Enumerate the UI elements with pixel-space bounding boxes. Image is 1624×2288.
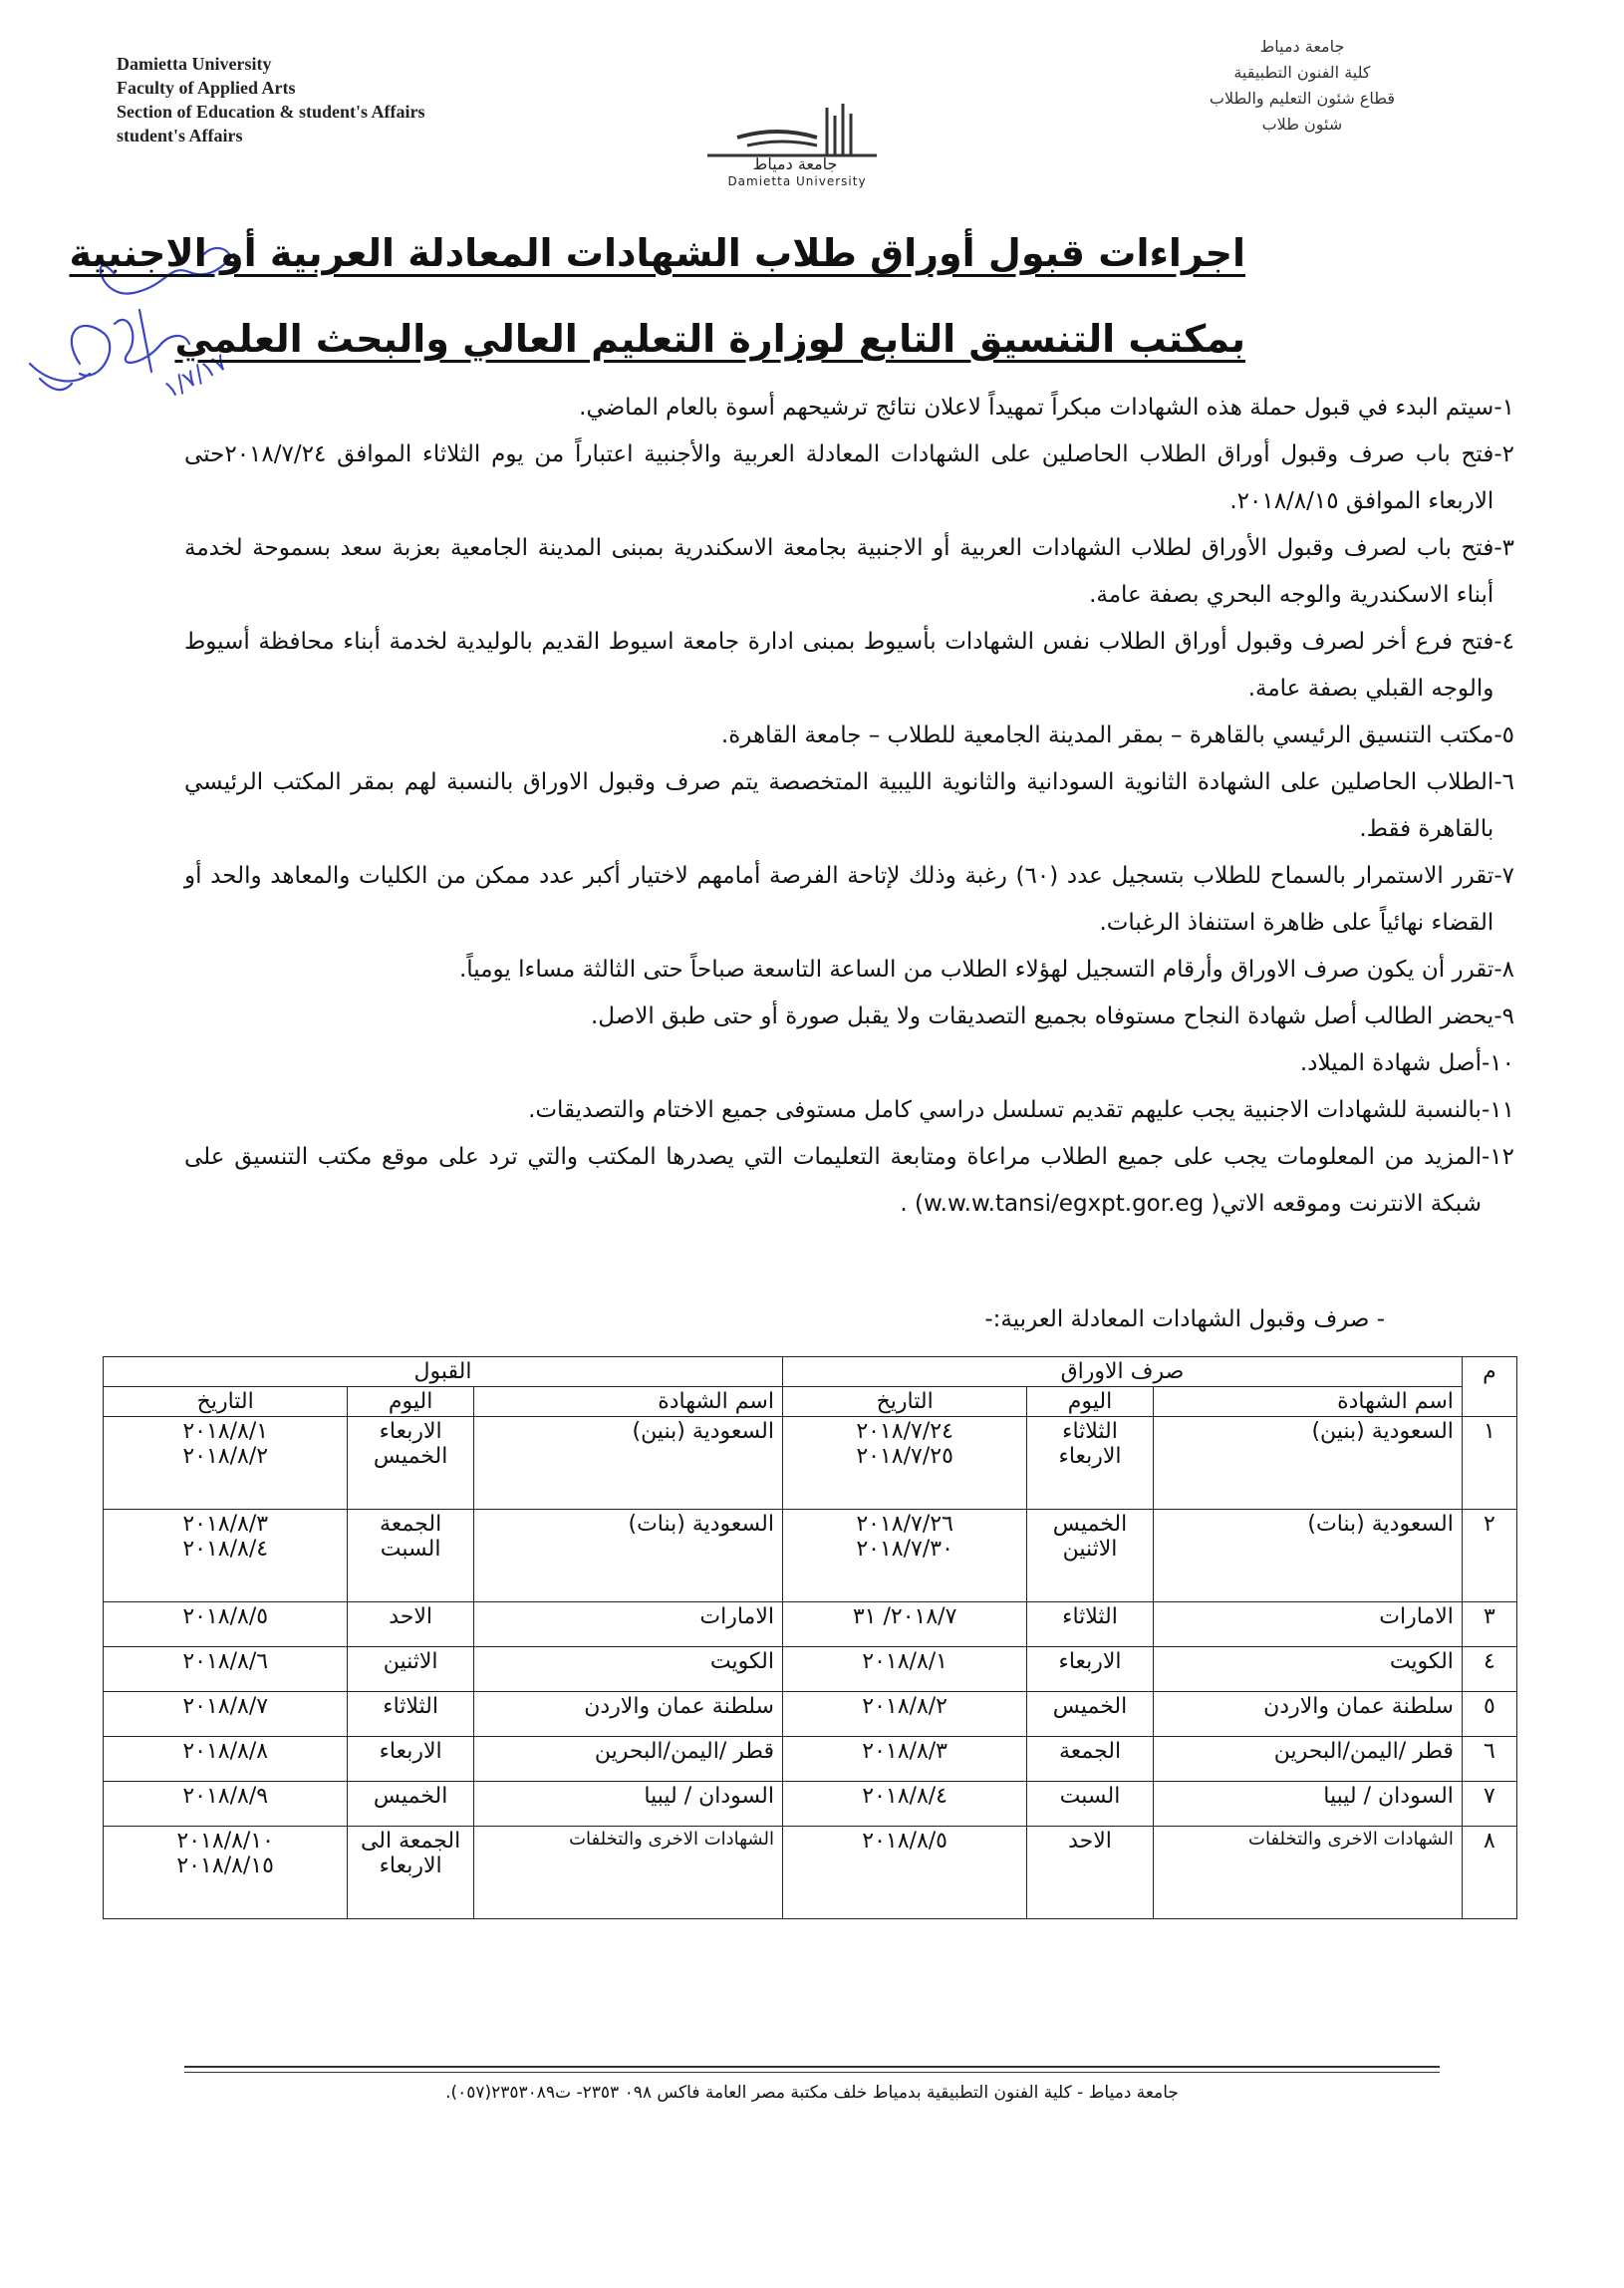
accept-day-cell [348, 1417, 473, 1510]
accept-date-cell-line: ٢٠١٨/٨/١٠ [176, 1829, 274, 1854]
table-row [104, 1737, 1517, 1782]
item-number: ١١- [1481, 1097, 1514, 1123]
col-header-date-issue: التاريخ [782, 1387, 1026, 1417]
accept-day-cell-line: الاحد [389, 1604, 433, 1629]
accept-day-cell [348, 1737, 473, 1782]
accept-day-cell-line: الاثنين [383, 1649, 438, 1674]
faculty-name-en: Faculty of Applied Arts [117, 78, 296, 98]
list-item [184, 759, 1514, 853]
issue-date-cell [782, 1417, 1026, 1510]
arabic-letterhead [1210, 34, 1395, 138]
issue-date-cell [782, 1737, 1026, 1782]
accept-date-cell-line: ٢٠١٨/٨/٤ [182, 1537, 269, 1562]
item-number: ٨- [1493, 957, 1514, 983]
department-name-ar: شئون طلاب [1261, 115, 1343, 134]
english-letterhead [117, 52, 425, 147]
table-row [104, 1510, 1517, 1602]
issue-cert-name-cell: السعودية (بنين) [1153, 1417, 1462, 1510]
issue-date-cell [782, 1692, 1026, 1737]
item-number: ٩- [1493, 1003, 1514, 1029]
issue-date-cell-line: ٢٠١٨/٧/٣٠ [856, 1537, 953, 1562]
accept-day-cell-line: الخميس [373, 1444, 448, 1469]
accept-date-cell-line: ٢٠١٨/٨/٢ [182, 1444, 269, 1469]
procedure-list [184, 385, 1514, 1228]
issue-day-cell-line: الجمعة [1058, 1739, 1122, 1764]
col-header-date-accept: التاريخ [104, 1387, 348, 1417]
footer-divider [184, 2066, 1440, 2068]
accept-day-cell [348, 1827, 473, 1919]
issue-day-cell-line: الاثنين [1062, 1537, 1118, 1562]
document-title-line-2: بمكتب التنسيق التابع لوزارة التعليم العالي والبحث العلمي [174, 317, 1245, 361]
accept-cert-name-cell: السودان / ليبيا [473, 1782, 782, 1827]
university-name-en: Damietta University [117, 54, 272, 74]
item-number: ٦- [1493, 769, 1514, 795]
issue-day-cell [1027, 1692, 1153, 1737]
row-number-cell: ١ [1462, 1417, 1516, 1510]
issue-date-cell [782, 1827, 1026, 1919]
item-number: ٥- [1493, 722, 1514, 748]
issue-date-cell [782, 1602, 1026, 1647]
issue-cert-name-cell: الكويت [1153, 1647, 1462, 1692]
issue-date-cell [782, 1782, 1026, 1827]
table-row [104, 1602, 1517, 1647]
accept-date-cell-line: ٢٠١٨/٨/٧ [182, 1694, 269, 1719]
accept-date-cell-line: ٢٠١٨/٨/١ [182, 1419, 269, 1444]
issue-date-cell-line: ٢٠١٨/٨/٥ [862, 1829, 947, 1854]
issue-day-cell-line: الاربعاء [1058, 1444, 1122, 1469]
accept-date-cell [104, 1827, 348, 1919]
accept-day-cell-line: الاربعاء [379, 1854, 442, 1878]
issue-date-cell-line: ٢٠١٨/٨/٢ [862, 1694, 947, 1719]
schedule-table-body [104, 1417, 1517, 1919]
accept-date-cell-line: ٢٠١٨/٨/٩ [182, 1784, 269, 1809]
list-item [184, 1087, 1514, 1134]
issue-day-cell-line: الخميس [1052, 1512, 1128, 1537]
signature-date: ١/٧/١٧ [158, 347, 232, 405]
accept-day-cell-line: الجمعة الى [360, 1829, 461, 1854]
accept-date-cell [104, 1602, 348, 1647]
col-header-m: م [1462, 1357, 1516, 1417]
accept-cert-name-cell: الشهادات الاخرى والتخلفات [473, 1827, 782, 1919]
issue-cert-name-cell: الشهادات الاخرى والتخلفات [1153, 1827, 1462, 1919]
accept-cert-name-cell: سلطنة عمان والاردن [473, 1692, 782, 1737]
accept-date-cell [104, 1782, 348, 1827]
list-item [184, 994, 1514, 1040]
accept-cert-name-cell: قطر /اليمن/البحرين [473, 1737, 782, 1782]
item-text: فتح باب صرف وقبول أوراق الطلاب الحاصلين على الشهادات المعادلة العربية والأجنبية اعتباراً من يوم الثلاثاء الموافق ٢٠١٨/٧/٢٤حتى الاربعاء الموافق ٢٠١٨/٨/١٥. [184, 441, 1494, 514]
schedule-table [103, 1356, 1517, 1919]
accept-day-cell-line: الاربعاء [379, 1419, 442, 1444]
issue-date-cell-line: ٢٠١٨/٧/ ٣١ [852, 1604, 957, 1629]
issue-day-cell [1027, 1737, 1153, 1782]
accept-day-cell [348, 1782, 473, 1827]
group-header-accept: القبول [104, 1357, 783, 1387]
item-number: ٣- [1493, 535, 1514, 561]
issue-cert-name-cell: قطر /اليمن/البحرين [1153, 1737, 1462, 1782]
list-item [184, 947, 1514, 994]
logo-text-en: Damietta University [727, 174, 867, 188]
list-item [184, 853, 1514, 947]
footer-address: جامعة دمياط - كلية الفنون التطبيقية بدمياط خلف مكتبة مصر العامة فاكس ٠٩٨ ٢٣٥٣- ت٢٣٥٣٠٨٩(٠٥٧). [445, 2083, 1179, 2103]
issue-day-cell [1027, 1647, 1153, 1692]
issue-day-cell [1027, 1417, 1153, 1510]
issue-day-cell [1027, 1782, 1153, 1827]
issue-day-cell [1027, 1510, 1153, 1602]
table-subheading: - صرف وقبول الشهادات المعادلة العربية:- [984, 1306, 1385, 1332]
row-number-cell: ٥ [1462, 1692, 1516, 1737]
col-header-name-issue: اسم الشهادة [1153, 1387, 1462, 1417]
issue-date-cell-line: ٢٠١٨/٨/٤ [862, 1784, 947, 1809]
issue-date-cell [782, 1510, 1026, 1602]
accept-date-cell-line: ٢٠١٨/٨/٣ [182, 1512, 269, 1537]
item-text: مكتب التنسيق الرئيسي بالقاهرة – بمقر المدينة الجامعية للطلاب – جامعة القاهرة. [720, 722, 1494, 748]
list-item [184, 1040, 1514, 1087]
accept-date-cell-line: ٢٠١٨/٨/٥ [182, 1604, 269, 1629]
issue-cert-name-cell: السودان / ليبيا [1153, 1782, 1462, 1827]
accept-date-cell [104, 1417, 348, 1510]
issue-day-cell-line: الاحد [1068, 1829, 1112, 1854]
issue-cert-name-cell: السعودية (بنات) [1153, 1510, 1462, 1602]
item-text: تقرر أن يكون صرف الاوراق وأرقام التسجيل لهؤلاء الطلاب من الساعة التاسعة صباحاً حتى الثالثة مساءا يومياً. [458, 957, 1494, 983]
accept-day-cell-line: الخميس [373, 1784, 448, 1809]
issue-date-cell-line: ٢٠١٨/٧/٢٤ [856, 1419, 953, 1444]
row-number-cell: ٤ [1462, 1647, 1516, 1692]
list-item [184, 385, 1514, 431]
table-row [104, 1417, 1517, 1510]
accept-date-cell-line: ٢٠١٨/٨/٨ [182, 1739, 269, 1764]
item-number: ٤- [1493, 629, 1514, 655]
issue-date-cell-line: ٢٠١٨/٧/٢٦ [856, 1512, 953, 1537]
table-row [104, 1647, 1517, 1692]
accept-date-cell-line: ٢٠١٨/٨/١٥ [176, 1854, 274, 1878]
issue-day-cell-line: الخميس [1052, 1694, 1128, 1719]
table-row [104, 1827, 1517, 1919]
item-text: يحضر الطالب أصل شهادة النجاح مستوفاه بجميع التصديقات ولا يقبل صورة أو حتى طبق الاصل. [590, 1003, 1494, 1029]
col-header-day-accept: اليوم [348, 1387, 473, 1417]
issue-cert-name-cell: الامارات [1153, 1602, 1462, 1647]
document-title-line-1: اجراءات قبول أوراق طلاب الشهادات المعادلة العربية أو الاجنبية [69, 231, 1245, 275]
item-text: أصل شهادة الميلاد. [1299, 1050, 1482, 1076]
col-header-day-issue: اليوم [1027, 1387, 1153, 1417]
item-text: بالنسبة للشهادات الاجنبية يجب عليهم تقديم تسلسل دراسي كامل مستوفى جميع الاختام والتصديقات. [528, 1097, 1482, 1123]
issue-day-cell-line: السبت [1059, 1784, 1121, 1809]
footer-divider-inner [184, 2072, 1440, 2073]
issue-date-cell-line: ٢٠١٨/٨/١ [862, 1649, 947, 1674]
list-item [184, 431, 1514, 525]
item-number: ١٠- [1481, 1050, 1514, 1076]
item-number: ٢- [1493, 441, 1514, 467]
issue-day-cell [1027, 1827, 1153, 1919]
logo-text-ar: جامعة دمياط [752, 154, 838, 173]
university-logo [677, 100, 917, 189]
accept-date-cell [104, 1737, 348, 1782]
accept-cert-name-cell: الامارات [473, 1602, 782, 1647]
list-item [184, 1134, 1514, 1228]
accept-day-cell-line: الثلاثاء [383, 1694, 438, 1719]
accept-day-cell-line: السبت [380, 1537, 441, 1562]
item-text: المزيد من المعلومات يجب على جميع الطلاب مراعاة ومتابعة التعليمات التي يصدرها المكتب والتي ترد على موقع مكتب التنسيق على شبكة الانترنت وموقعه الاتي( w.w.w.tansi/egxpt.gor.eg) . [184, 1144, 1482, 1217]
section-name-ar: قطاع شئون التعليم والطلاب [1209, 89, 1395, 108]
issue-date-cell-line: ٢٠١٨/٧/٢٥ [856, 1444, 953, 1469]
accept-day-cell-line: الجمعة [380, 1512, 442, 1537]
issue-date-cell [782, 1647, 1026, 1692]
table-row [104, 1782, 1517, 1827]
item-text: فتح فرع أخر لصرف وقبول أوراق الطلاب نفس الشهادات بأسيوط بمبنى ادارة جامعة اسيوط القديم بالوليدية لخدمة أبناء محافظة أسيوط والوجه القبلي بصفة عامة. [184, 629, 1494, 702]
university-name-ar: جامعة دمياط [1259, 37, 1345, 56]
accept-day-cell [348, 1510, 473, 1602]
table-row [104, 1692, 1517, 1737]
list-item [184, 713, 1514, 759]
issue-cert-name-cell: سلطنة عمان والاردن [1153, 1692, 1462, 1737]
accept-cert-name-cell: السعودية (بنين) [473, 1417, 782, 1510]
list-item [184, 525, 1514, 619]
row-number-cell: ٢ [1462, 1510, 1516, 1602]
accept-day-cell-line: الاربعاء [379, 1739, 442, 1764]
item-number: ١- [1493, 395, 1514, 421]
item-number: ٧- [1493, 863, 1514, 889]
issue-day-cell [1027, 1602, 1153, 1647]
item-text: سيتم البدء في قبول حملة هذه الشهادات مبكراً تمهيداً لاعلان نتائج ترشيحهم أسوة بالعام الماضي. [579, 395, 1494, 421]
row-number-cell: ٦ [1462, 1737, 1516, 1782]
list-item [184, 619, 1514, 713]
row-number-cell: ٧ [1462, 1782, 1516, 1827]
accept-day-cell [348, 1647, 473, 1692]
issue-day-cell-line: الثلاثاء [1062, 1604, 1118, 1629]
section-name-en: Section of Education & student's Affairs [117, 102, 425, 122]
accept-date-cell-line: ٢٠١٨/٨/٦ [182, 1649, 269, 1674]
row-number-cell: ٨ [1462, 1827, 1516, 1919]
accept-day-cell [348, 1692, 473, 1737]
item-number: ١٢- [1481, 1144, 1514, 1170]
accept-date-cell [104, 1510, 348, 1602]
department-name-en: student's Affairs [117, 126, 243, 145]
item-text: فتح باب لصرف وقبول الأوراق لطلاب الشهادات العربية أو الاجنبية بجامعة الاسكندرية بمبنى المدينة الجامعية بعزبة سعد بسموحة لخدمة أبناء الاسكندرية والوجه البحري بصفة عامة. [184, 535, 1494, 608]
issue-day-cell-line: الثلاثاء [1062, 1419, 1118, 1444]
faculty-name-ar: كلية الفنون التطبيقية [1233, 63, 1371, 82]
item-text: تقرر الاستمرار بالسماح للطلاب بتسجيل عدد (٦٠) رغبة وذلك لإتاحة الفرصة أمامهم لاختيار أكبر عدد ممكن من الكليات والمعاهد والحد أو القضاء نهائياً على ظاهرة استنفاذ الرغبات. [184, 863, 1494, 936]
accept-cert-name-cell: الكويت [473, 1647, 782, 1692]
issue-date-cell-line: ٢٠١٨/٨/٣ [862, 1739, 947, 1764]
issue-day-cell-line: الاربعاء [1058, 1649, 1122, 1674]
col-header-name-accept: اسم الشهادة [473, 1387, 782, 1417]
accept-date-cell [104, 1692, 348, 1737]
group-header-issue: صرف الاوراق [782, 1357, 1462, 1387]
accept-cert-name-cell: السعودية (بنات) [473, 1510, 782, 1602]
row-number-cell: ٣ [1462, 1602, 1516, 1647]
item-text: الطلاب الحاصلين على الشهادة الثانوية السودانية والثانوية الليبية المتخصصة يتم صرف وقبول الاوراق بالنسبة لهم بمقر المكتب الرئيسي بالقاهرة فقط. [184, 769, 1494, 842]
accept-date-cell [104, 1647, 348, 1692]
accept-day-cell [348, 1602, 473, 1647]
